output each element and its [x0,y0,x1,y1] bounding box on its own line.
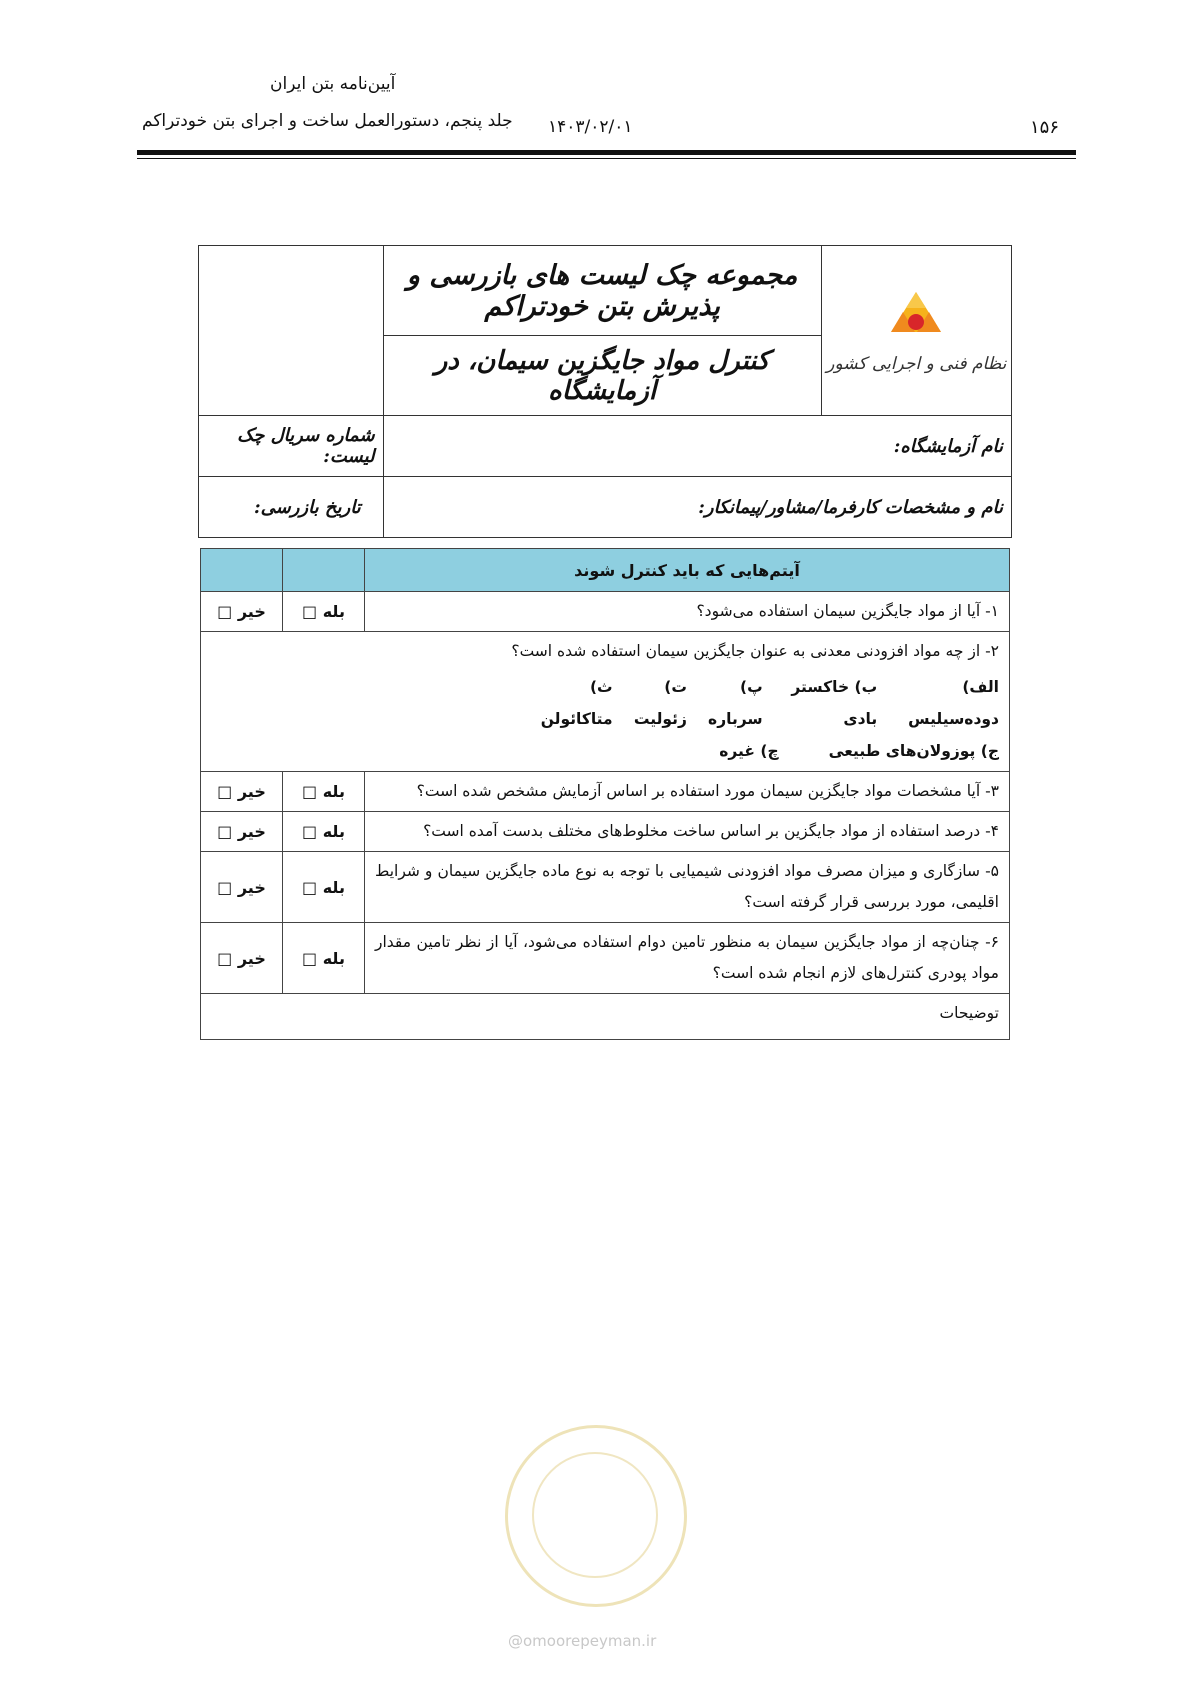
page-number: ۱۵۶ [1030,117,1060,138]
header-blank-yes [283,549,365,592]
no-checkbox[interactable]: خیر □ [201,772,283,812]
yes-checkbox[interactable]: بله □ [283,923,365,994]
header-book-title: آیین‌نامه بتن ایران [270,74,396,94]
blank-corner-cell [199,246,384,416]
client-label: نام و مشخصات کارفرما/مشاور/پیمانکار: [383,477,1011,538]
lab-name-label: نام آزمایشگاه: [383,416,1011,477]
header-rule-thick [137,150,1076,155]
question-6: ۶- چنان‌چه از مواد جایگزین سیمان به منظور تامین دوام استفاده می‌شود، آیا از نظر تامین مقدار مواد پودری کنترل‌های لازم انجام شده است؟ [365,923,1010,994]
question-2-cell [201,632,1010,772]
table-row [201,772,1010,812]
question-1: ۱- آیا از مواد جایگزین سیمان استفاده می‌شود؟ [365,592,1010,632]
watermark-inner-ring [532,1452,658,1578]
header-rule-thin [137,158,1076,159]
header-date: ۱۴۰۳/۰۲/۰۱ [548,117,633,137]
option-slag[interactable]: پ) سرباره [708,678,763,728]
logo-cell [821,246,1011,416]
option-zeolite[interactable]: ت) زئولیت [633,678,687,728]
header-volume-title: جلد پنجم، دستورالعمل ساخت و اجرای بتن خودتراکم [142,111,513,131]
checklist-table [200,548,1010,1040]
organization-logo-icon [861,288,971,350]
question-2: ۲- از چه مواد افزودنی معدنی به عنوان جایگزین سیمان استفاده شده است؟ [511,642,999,660]
inspection-date-label: تاریخ بازرسی: [199,477,384,538]
serial-number-label: شماره سریال چک لیست: [199,416,384,477]
no-checkbox[interactable]: خیر □ [201,592,283,632]
no-checkbox[interactable]: خیر □ [201,923,283,994]
table-row [201,812,1010,852]
notes-field[interactable]: توضیحات [201,994,1010,1040]
question-3: ۳- آیا مشخصات مواد جایگزین سیمان مورد استفاده بر اساس آزمایش مشخص شده است؟ [365,772,1010,812]
yes-checkbox[interactable]: بله □ [283,852,365,923]
question-5: ۵- سازگاری و میزان مصرف مواد افزودنی شیمیایی با توجه به نوع ماده جایگزین سیمان و شرایط اقلیمی، مورد بررسی قرار گرفته است؟ [365,852,1010,923]
checklist-header: آیتم‌هایی که باید کنترل شوند [365,549,1010,592]
option-natural-pozzolan[interactable]: ج) پوزولان‌های طبیعی [828,742,999,760]
no-checkbox[interactable]: خیر □ [201,852,283,923]
table-row [201,592,1010,632]
option-fly-ash[interactable]: ب) خاکستر بادی [791,678,878,728]
table-row [201,994,1010,1040]
question-2-options [201,667,1009,735]
yes-checkbox[interactable]: بله □ [283,772,365,812]
option-silica-fume[interactable]: الف) دوده‌سیلیس [908,678,999,728]
header-blank-no [201,549,283,592]
table-row [201,852,1010,923]
form-title: مجموعه چک لیست های بازرسی و پذیرش بتن خودتراکم [383,246,821,336]
logo-text: نظام فنی و اجرایی کشور [826,353,1007,374]
yes-checkbox[interactable]: بله □ [283,592,365,632]
option-metakaolin[interactable]: ث) متاکائولن [540,678,613,728]
question-2-options-row2 [201,735,1009,771]
table-row [201,923,1010,994]
watermark-url: @omoorepeyman.ir [508,1632,657,1650]
form-subtitle: کنترل مواد جایگزین سیمان، در آزمایشگاه [383,336,821,416]
form-header-table [198,245,1012,538]
no-checkbox[interactable]: خیر □ [201,812,283,852]
table-row [201,632,1010,772]
option-other[interactable]: چ) غیره [719,742,779,760]
watermark-seal-icon [505,1425,687,1607]
question-4: ۴- درصد استفاده از مواد جایگزین بر اساس ساخت مخلوط‌های مختلف بدست آمده است؟ [365,812,1010,852]
yes-checkbox[interactable]: بله □ [283,812,365,852]
